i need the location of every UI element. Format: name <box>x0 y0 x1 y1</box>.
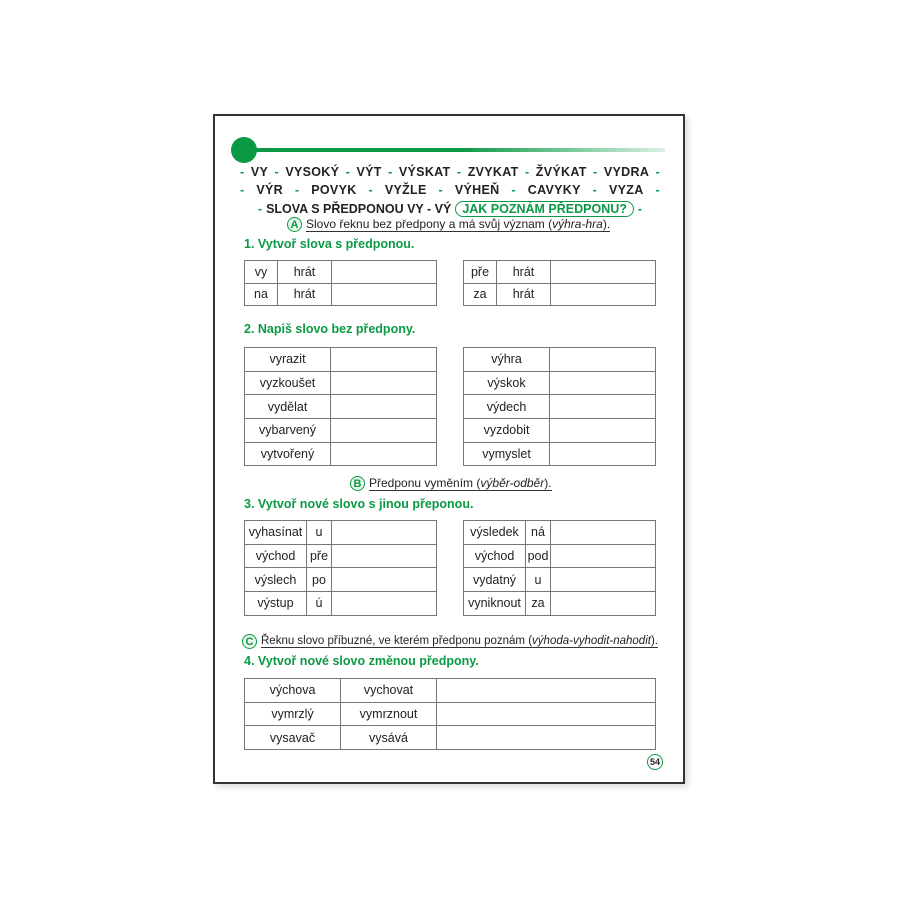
section-heading <box>240 201 660 217</box>
heading-dash: - <box>637 202 643 216</box>
letter-b-icon: B <box>350 476 365 491</box>
word-item: VÝT <box>356 165 382 179</box>
table-row <box>464 544 656 568</box>
table-row <box>464 371 656 395</box>
word-separator: - <box>274 165 279 179</box>
word-item: ŽVÝKAT <box>535 165 587 179</box>
table-row <box>245 371 437 395</box>
word-cell: hrát <box>497 283 551 306</box>
table-row <box>464 521 656 545</box>
table-row <box>245 261 437 284</box>
word-cell: výsledek <box>464 521 526 545</box>
answer-cell[interactable] <box>551 521 656 545</box>
answer-cell[interactable] <box>331 348 437 372</box>
task-3-title: 3. Vytvoř nové slovo s jinou přeponou. <box>244 497 474 511</box>
word-cell: výhra <box>464 348 550 372</box>
answer-cell[interactable] <box>332 283 437 306</box>
table-row <box>245 348 437 372</box>
answer-cell[interactable] <box>551 544 656 568</box>
word-cell: vyzkoušet <box>245 371 331 395</box>
page-number: 54 <box>647 754 663 770</box>
answer-cell[interactable] <box>332 592 437 616</box>
answer-cell[interactable] <box>551 592 656 616</box>
word-separator: - <box>345 165 351 179</box>
word-item: VY <box>250 165 269 179</box>
word-cell: vydělat <box>245 395 331 419</box>
table-row <box>464 419 656 443</box>
word-separator: - <box>456 165 462 179</box>
task-1-title: 1. Vytvoř slova s předponou. <box>244 237 415 251</box>
heading-pill: JAK POZNÁM PŘEDPONU? <box>455 201 634 217</box>
word-separator: - <box>240 165 245 179</box>
word-cell: vysavač <box>245 726 341 750</box>
note-b: B Předponu vyměním (výběr-odběr). <box>350 476 552 491</box>
prefix-cell: vy <box>245 261 278 284</box>
word-cell: hrát <box>278 261 332 284</box>
note-a: A Slovo řeknu bez předpony a má svůj význam (výhra-hra). <box>287 217 610 232</box>
answer-cell[interactable] <box>332 261 437 284</box>
table-row <box>464 592 656 616</box>
table-2-left <box>244 347 437 466</box>
task-2-title: 2. Napiš slovo bez předpony. <box>244 322 416 336</box>
word-cell: vytvořený <box>245 442 331 466</box>
word-separator: - <box>593 165 598 179</box>
note-a-text: Slovo řeknu bez předpony a má svůj význam ( <box>306 217 553 231</box>
answer-cell[interactable] <box>550 442 656 466</box>
word-list-row-2 <box>240 183 660 197</box>
word-item: VÝHEŇ <box>454 183 500 197</box>
table-row <box>464 283 656 306</box>
word-separator: - <box>655 183 660 197</box>
prefix-cell: ú <box>307 592 332 616</box>
table-4 <box>244 678 656 750</box>
header-green-line <box>255 148 665 152</box>
header-green-dot <box>231 137 257 163</box>
word-item: VYZA <box>609 183 644 197</box>
answer-cell[interactable] <box>332 521 437 545</box>
answer-cell[interactable] <box>332 568 437 592</box>
answer-cell[interactable] <box>550 348 656 372</box>
word-cell: výskok <box>464 371 550 395</box>
note-c-text: Řeknu slovo příbuzné, ve kterém předponu poznám ( <box>261 635 533 647</box>
table-row <box>464 348 656 372</box>
prefix-cell: pře <box>464 261 497 284</box>
table-row <box>245 568 437 592</box>
word-separator: - <box>294 183 300 197</box>
prefix-cell: pod <box>526 544 551 568</box>
note-c-example: výhoda-vyhodit-nahodit <box>532 635 651 647</box>
table-row <box>245 283 437 306</box>
table-3-right <box>463 520 656 616</box>
table-2-right <box>463 347 656 466</box>
prefix-cell: u <box>526 568 551 592</box>
answer-cell[interactable] <box>331 371 437 395</box>
word-cell: východ <box>245 544 307 568</box>
prefix-cell: na <box>245 283 278 306</box>
word-cell: výslech <box>245 568 307 592</box>
note-c: C Řeknu slovo příbuzné, ve kterém předponu poznám (výhoda-vyhodit-nahodit). <box>242 634 658 649</box>
word-list-row-1 <box>240 165 660 179</box>
letter-c-icon: C <box>242 634 257 649</box>
word-cell: výstup <box>245 592 307 616</box>
table-row <box>464 261 656 284</box>
word-separator: - <box>388 165 393 179</box>
table-3-left <box>244 520 437 616</box>
answer-cell[interactable] <box>437 679 656 703</box>
word-cell: vybarvený <box>245 419 331 443</box>
word-cell: vyzdobit <box>464 419 550 443</box>
answer-cell[interactable] <box>331 442 437 466</box>
answer-cell[interactable] <box>550 395 656 419</box>
answer-cell[interactable] <box>551 283 656 306</box>
word-item: VÝR <box>256 183 283 197</box>
table-1-right <box>463 260 656 306</box>
word-cell: vymrzlý <box>245 702 341 726</box>
word-separator: - <box>511 183 516 197</box>
prefix-cell: ná <box>526 521 551 545</box>
prefix-cell: za <box>526 592 551 616</box>
table-row <box>245 592 437 616</box>
note-b-text: Předponu vyměním ( <box>369 476 481 490</box>
answer-cell[interactable] <box>551 261 656 284</box>
prefix-cell: po <box>307 568 332 592</box>
word-item: POVYK <box>311 183 357 197</box>
answer-cell[interactable] <box>551 568 656 592</box>
table-row <box>245 419 437 443</box>
word-item: CAVYKY <box>527 183 581 197</box>
word-cell: vysává <box>341 726 437 750</box>
word-cell: vyrazit <box>245 348 331 372</box>
word-cell: východ <box>464 544 526 568</box>
word-separator: - <box>438 183 443 197</box>
answer-cell[interactable] <box>331 419 437 443</box>
word-cell: vydatný <box>464 568 526 592</box>
word-cell: vymrznout <box>341 702 437 726</box>
answer-cell[interactable] <box>331 395 437 419</box>
table-row <box>245 702 656 726</box>
table-row <box>245 544 437 568</box>
word-cell: výchova <box>245 679 341 703</box>
note-a-example: výhra-hra <box>552 217 603 231</box>
answer-cell[interactable] <box>550 419 656 443</box>
word-separator: - <box>524 165 530 179</box>
table-row <box>245 726 656 750</box>
table-row <box>245 521 437 545</box>
word-cell: hrát <box>278 283 332 306</box>
word-separator: - <box>240 183 245 197</box>
task-4-title: 4. Vytvoř nové slovo změnou předpony. <box>244 654 479 668</box>
table-row <box>464 568 656 592</box>
table-row <box>245 679 656 703</box>
heading-dash: - <box>257 202 263 216</box>
prefix-cell: pře <box>307 544 332 568</box>
letter-a-icon: A <box>287 217 302 232</box>
word-separator: - <box>592 183 598 197</box>
table-row <box>464 395 656 419</box>
prefix-cell: u <box>307 521 332 545</box>
answer-cell[interactable] <box>332 544 437 568</box>
answer-cell[interactable] <box>550 371 656 395</box>
word-cell: vyhasínat <box>245 521 307 545</box>
heading-text: SLOVA S PŘEDPONOU VY - VÝ <box>266 202 452 216</box>
answer-cell[interactable] <box>437 702 656 726</box>
word-item: VÝSKAT <box>398 165 451 179</box>
word-item: VYDRA <box>603 165 650 179</box>
note-b-example: výběr-odběr <box>480 476 545 490</box>
word-cell: hrát <box>497 261 551 284</box>
word-cell: vychovat <box>341 679 437 703</box>
prefix-cell: za <box>464 283 497 306</box>
word-separator: - <box>368 183 373 197</box>
word-item: VYŽLE <box>384 183 427 197</box>
table-row <box>464 442 656 466</box>
word-cell: vyniknout <box>464 592 526 616</box>
table-1-left <box>244 260 437 306</box>
table-row <box>245 395 437 419</box>
word-separator: - <box>655 165 660 179</box>
word-item: VYSOKÝ <box>285 165 340 179</box>
word-item: ZVYKAT <box>467 165 519 179</box>
word-cell: výdech <box>464 395 550 419</box>
answer-cell[interactable] <box>437 726 656 750</box>
word-cell: vymyslet <box>464 442 550 466</box>
table-row <box>245 442 437 466</box>
